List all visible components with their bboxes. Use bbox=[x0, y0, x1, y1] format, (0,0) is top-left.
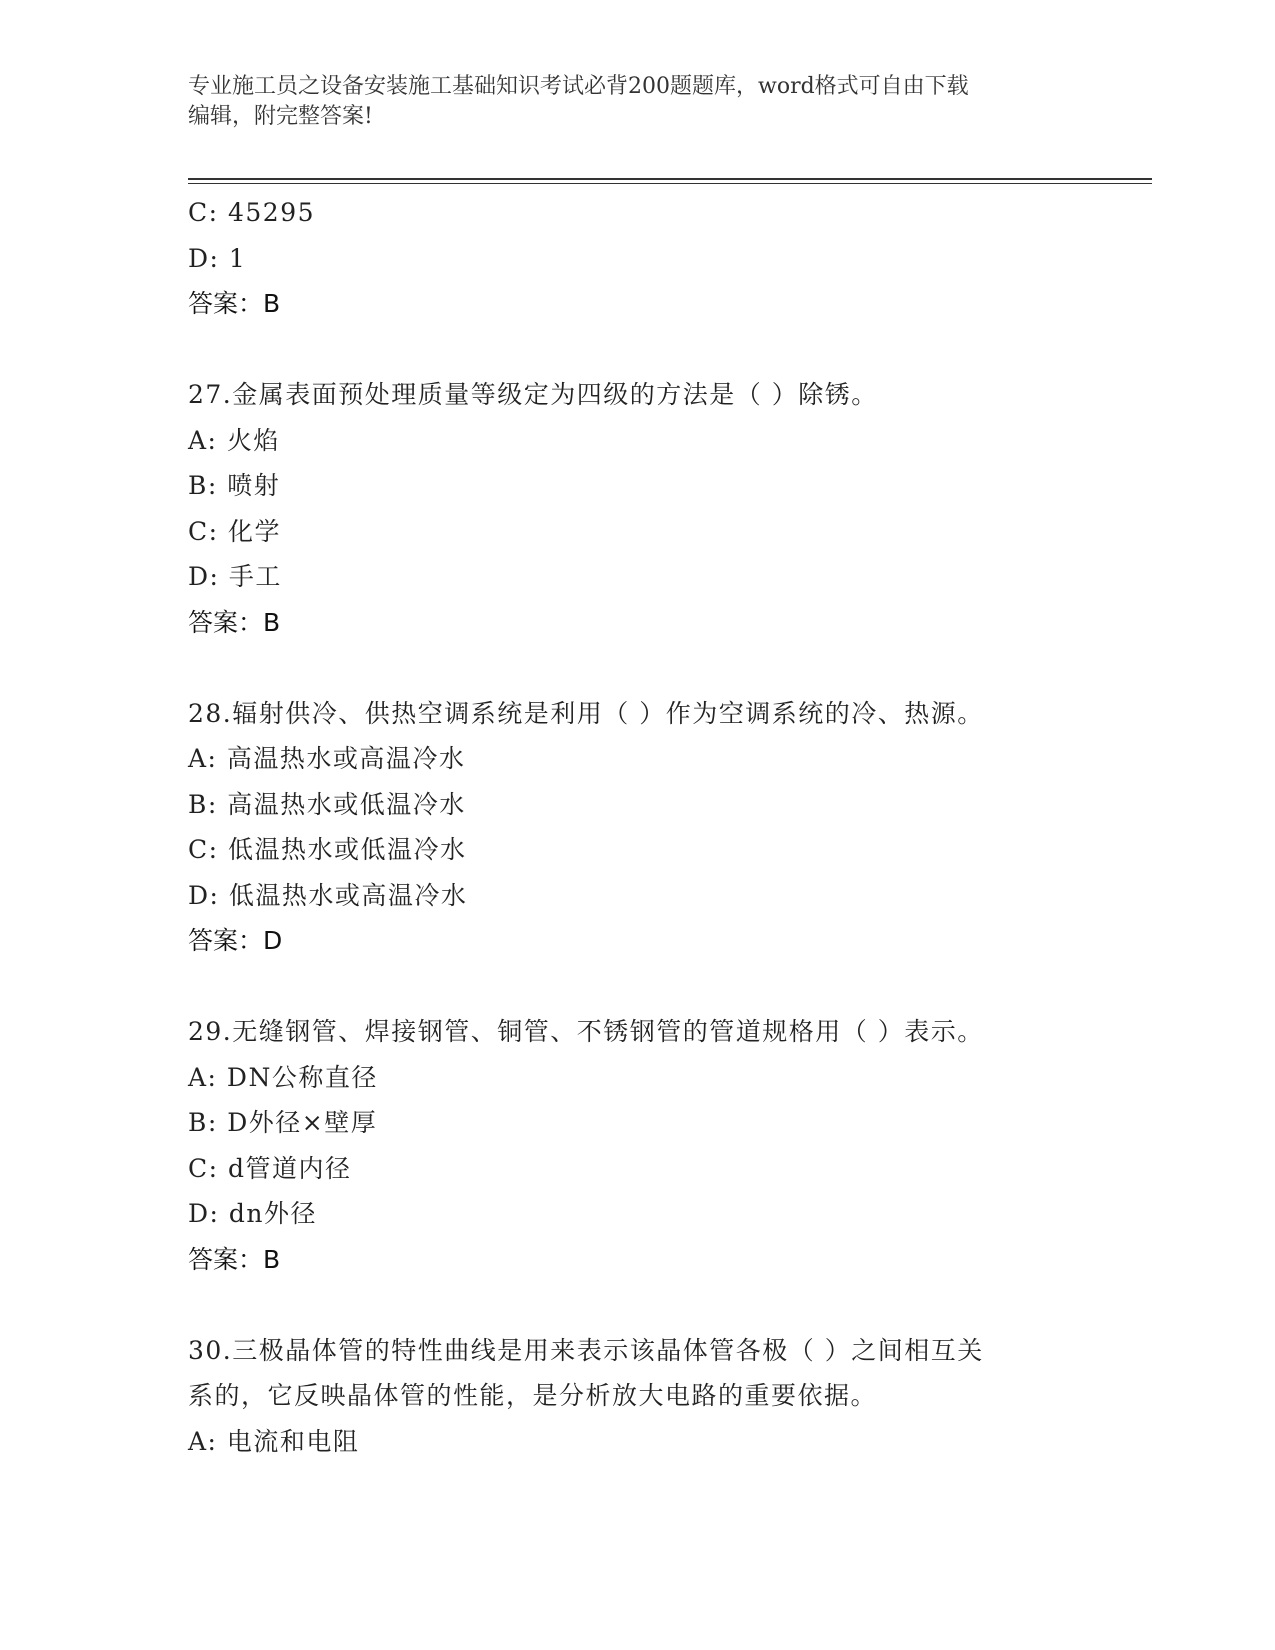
option-b: B: 喷射 bbox=[188, 471, 281, 500]
option-a: A: 火焰 bbox=[188, 425, 280, 455]
question-stem-line-1: 30.三极晶体管的特性曲线是用来表示该晶体管各极（ ）之间相互关 bbox=[188, 1335, 984, 1365]
answer-line: 答案：D bbox=[188, 926, 283, 955]
option-c: C: 低温热水或低温冷水 bbox=[188, 835, 467, 864]
spacer bbox=[188, 1282, 1088, 1328]
question-29 bbox=[188, 1009, 1088, 1282]
answer-line: 答案：B bbox=[188, 289, 281, 318]
option-a: A: DN公称直径 bbox=[188, 1062, 378, 1092]
header-divider-thin bbox=[188, 183, 1152, 184]
document-header bbox=[188, 72, 1068, 132]
option-b: B: D外径×壁厚 bbox=[188, 1108, 378, 1137]
spacer bbox=[188, 327, 1088, 373]
question-stem: 28.辐射供冷、供热空调系统是利用（ ）作为空调系统的冷、热源。 bbox=[188, 698, 984, 728]
answer-line: 答案：B bbox=[188, 1244, 281, 1274]
header-line-2: 编辑，附完整答案! bbox=[188, 104, 373, 129]
question-stem: 27.金属表面预处理质量等级定为四级的方法是（ ）除锈。 bbox=[188, 380, 878, 409]
option-a: A: 电流和电阻 bbox=[188, 1426, 360, 1456]
question-28 bbox=[188, 691, 1088, 964]
question-stem bbox=[188, 1328, 1088, 1419]
question-27 bbox=[188, 372, 1088, 645]
option-c: C: d管道内径 bbox=[188, 1153, 352, 1183]
spacer bbox=[188, 964, 1088, 1010]
option-c: C: 45295 bbox=[188, 198, 316, 227]
header-line-1: 专业施工员之设备安装施工基础知识考试必背200题题库，word格式可自由下载 bbox=[188, 74, 969, 99]
option-b: B: 高温热水或低温冷水 bbox=[188, 789, 466, 819]
option-d: D: 低温热水或高温冷水 bbox=[188, 880, 468, 910]
option-c: C: 化学 bbox=[188, 516, 281, 546]
question-30 bbox=[188, 1328, 1088, 1465]
answer-line: 答案：B bbox=[188, 607, 281, 637]
spacer bbox=[188, 645, 1088, 691]
question-26-tail bbox=[188, 190, 1088, 327]
option-d: D: 1 bbox=[188, 243, 247, 273]
question-list bbox=[188, 190, 1088, 1464]
question-stem: 29.无缝钢管、焊接钢管、铜管、不锈钢管的管道规格用（ ）表示。 bbox=[188, 1017, 984, 1046]
option-d: D: dn外径 bbox=[188, 1199, 318, 1228]
question-stem-line-2: 系的，它反映晶体管的性能，是分析放大电路的重要依据。 bbox=[188, 1381, 878, 1410]
option-d: D: 手工 bbox=[188, 562, 282, 591]
header-divider-thick bbox=[188, 178, 1152, 180]
option-a: A: 高温热水或高温冷水 bbox=[188, 744, 466, 773]
